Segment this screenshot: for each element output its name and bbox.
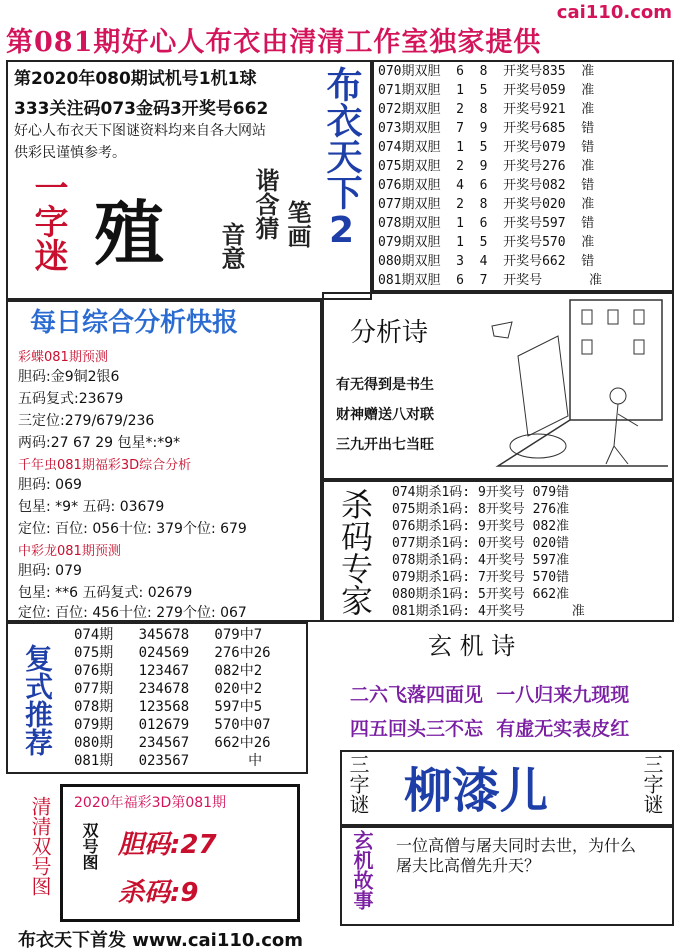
sanzimi-right: 三字谜 — [640, 754, 664, 814]
xuanji-title: 玄 机 诗 — [428, 632, 516, 660]
history-row: 075期双胆 2 9 开奖号276 准 — [378, 159, 595, 174]
poem-title: 分析诗 — [350, 318, 429, 348]
history-row: 072期双胆 2 8 开奖号921 准 — [378, 102, 595, 117]
kill-row: 077期杀1码: 0开奖号 020错 — [392, 536, 570, 551]
history-row: 074期双胆 1 5 开奖号079 错 — [378, 140, 595, 155]
fushi-row: 081期 023567 中 — [74, 753, 263, 769]
info-line-2: 333关注码073金码3开奖号662 — [14, 99, 269, 119]
riddle-char: 殖 — [94, 192, 164, 275]
fushi-row: 075期 024569 276中26 — [74, 645, 271, 661]
history-row: 081期双胆 6 7 开奖号 准 — [378, 273, 603, 288]
poem-line: 财神赠送八对联 — [336, 407, 434, 423]
analysis-s1-title: 彩蝶081期预测 — [18, 350, 108, 365]
info-line-3: 好心人布衣天下图谜资料均来自各大网站 — [14, 123, 266, 139]
shuanghao-banner: 2020年福彩3D第081期 — [74, 795, 227, 811]
analysis-s2-line: 包星: *9* 五码: 03679 — [18, 499, 165, 515]
fushi-row: 080期 234567 662中26 — [74, 735, 271, 751]
history-row: 078期双胆 1 6 开奖号597 错 — [378, 216, 595, 231]
kill-list — [392, 484, 585, 620]
sanzimi-answer: 柳漆儿 — [404, 763, 549, 819]
shuanghao-label: 清清双号图 — [28, 796, 52, 896]
analysis-s1-line: 五码复式:23679 — [18, 391, 124, 407]
analysis-s1-line: 三定位:279/679/236 — [18, 413, 155, 429]
story-label: 玄机故事 — [350, 830, 374, 910]
footer: 布衣天下首发 www.cai110.com — [18, 930, 304, 951]
analysis-s2-line: 胆码: 069 — [18, 477, 82, 493]
shuanghao-dan: 胆码:27 — [118, 830, 217, 860]
kill-row: 074期杀1码: 9开奖号 079错 — [392, 485, 570, 500]
analysis-title: 每日综合分析快报 — [30, 308, 239, 338]
riddle-hint-3: 音意 — [217, 222, 245, 270]
riddle-hint-1: 谐含猜 — [251, 168, 279, 240]
poem-line: 有无得到是书生 — [336, 377, 434, 393]
history-row: 073期双胆 7 9 开奖号685 错 — [378, 121, 595, 136]
analysis-s3-line: 包星: **6 五码复式: 02679 — [18, 585, 193, 601]
poem-illustration — [478, 296, 668, 476]
riddle-hint-2: 笔画 — [283, 200, 311, 248]
story-text: 一位高僧与屠夫同时去世，为什么屠夫比高僧先升天？ — [396, 836, 637, 875]
history-list — [378, 62, 674, 290]
kill-row: 076期杀1码: 9开奖号 082准 — [392, 519, 570, 534]
riddle-label: 一字迷 — [28, 170, 68, 272]
fushi-row: 078期 123568 597中5 — [74, 699, 263, 715]
kill-label: 杀码专家 — [336, 488, 374, 616]
history-row: 080期双胆 3 4 开奖号662 错 — [378, 254, 595, 269]
fushi-label: 复式推荐 — [21, 644, 54, 756]
fushi-list — [74, 626, 271, 770]
analysis-s2-title: 千年虫081期福彩3D综合分析 — [18, 458, 192, 473]
history-row: 070期双胆 6 8 开奖号835 准 — [378, 64, 595, 79]
kill-row: 080期杀1码: 5开奖号 662准 — [392, 587, 570, 602]
page-title: 第081期好心人布衣由清清工作室独家提供 — [6, 27, 542, 58]
xuanji-line-1: 二六飞落四面见 一八归来九现现 — [350, 684, 630, 706]
info-line-1: 第2020年080期试机号1机1球 — [14, 69, 257, 89]
kill-row: 081期杀1码: 4开奖号 准 — [392, 604, 585, 619]
analysis-s3-title: 中彩龙081期预测 — [18, 544, 121, 559]
info-line-4: 供彩民谨慎参考。 — [14, 145, 126, 161]
xuanji-line-2: 四五回头三不忘 有虚无实表皮红 — [350, 718, 630, 740]
brand-vertical: 布衣天下2 — [321, 66, 362, 251]
analysis-s3-line: 定位: 百位: 456十位: 279个位: 067 — [18, 605, 247, 621]
history-row: 077期双胆 2 8 开奖号020 准 — [378, 197, 595, 212]
site-logo[interactable]: cai110.com — [556, 2, 672, 23]
shuanghao-sha: 杀码:9 — [118, 878, 199, 908]
sanzimi-left: 三字谜 — [346, 754, 370, 814]
history-row: 076期双胆 4 6 开奖号082 错 — [378, 178, 595, 193]
history-row: 079期双胆 1 5 开奖号570 准 — [378, 235, 595, 250]
analysis-s1-line: 胆码:金9铜2银6 — [18, 369, 120, 385]
shuanghao-side: 双号图 — [80, 822, 99, 870]
fushi-row: 076期 123467 082中2 — [74, 663, 263, 679]
kill-row: 078期杀1码: 4开奖号 597准 — [392, 553, 570, 568]
fushi-row: 074期 345678 079中7 — [74, 627, 263, 643]
kill-row: 079期杀1码: 7开奖号 570错 — [392, 570, 570, 585]
fushi-row: 077期 234678 020中2 — [74, 681, 263, 697]
fushi-row: 079期 012679 570中07 — [74, 717, 271, 733]
analysis-s3-line: 胆码: 079 — [18, 563, 82, 579]
analysis-s2-line: 定位: 百位: 056十位: 379个位: 679 — [18, 521, 247, 537]
analysis-s1-line: 两码:27 67 29 包星*:*9* — [18, 435, 181, 451]
history-row: 071期双胆 1 5 开奖号059 准 — [378, 83, 595, 98]
kill-row: 075期杀1码: 8开奖号 276准 — [392, 502, 570, 517]
poem-line: 三九开出七当旺 — [336, 437, 434, 453]
